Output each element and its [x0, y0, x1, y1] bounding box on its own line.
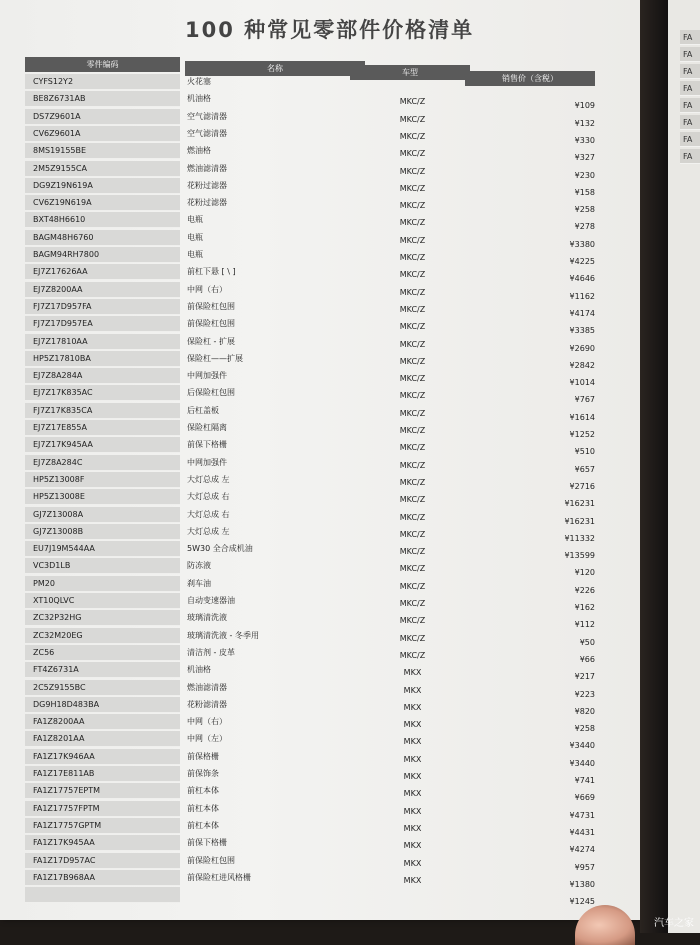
table-row — [25, 610, 625, 630]
vehicle-model: MKC/Z — [399, 166, 426, 176]
part-name: 前杠本体 — [187, 803, 219, 813]
vehicle-model: MKX — [403, 841, 422, 851]
adjacent-page — [668, 0, 700, 933]
side-page-label: FA — [680, 30, 700, 45]
vehicle-model: MKC/Z — [399, 97, 426, 107]
table-row — [25, 178, 625, 195]
sale-price: ¥223 — [574, 689, 595, 699]
table-row — [25, 91, 625, 111]
part-name: 清洁剂 - 皮革 — [187, 647, 235, 657]
vehicle-model: MKC/Z — [399, 131, 426, 141]
side-page-label: FA — [680, 132, 700, 147]
table-row — [25, 143, 625, 163]
vehicle-model: MKX — [403, 772, 422, 781]
sale-price: ¥13599 — [564, 551, 595, 561]
vehicle-model: MKX — [403, 754, 422, 764]
vehicle-model: MKC/Z — [399, 564, 426, 574]
sale-price: ¥226 — [574, 585, 595, 595]
sale-price: ¥4731 — [569, 810, 595, 820]
vehicle-model: MKC/Z — [399, 426, 426, 435]
part-code: FA1Z17D957AC — [25, 853, 180, 869]
sale-price: ¥278 — [574, 222, 595, 232]
part-name: 电瓶 — [187, 250, 203, 259]
table-row — [25, 576, 625, 593]
part-name: 前保下格栅 — [187, 440, 227, 450]
table-row — [25, 887, 625, 907]
vehicle-model: MKC/Z — [399, 356, 426, 366]
part-name: 前保格栅 — [187, 751, 219, 761]
part-name: 中网（左） — [187, 734, 227, 744]
sale-price: ¥4431 — [569, 827, 595, 837]
table-row — [25, 645, 625, 662]
part-code: 2M5Z9155CA — [25, 161, 180, 177]
vehicle-model: MKC/Z — [399, 183, 426, 193]
part-code: CV6Z19N619A — [25, 195, 180, 211]
table-row — [25, 489, 625, 509]
sale-price: ¥1014 — [569, 378, 595, 388]
vehicle-model: MKC/Z — [399, 599, 426, 608]
table-row — [25, 783, 625, 803]
sale-price: ¥1380 — [569, 879, 595, 889]
table-row — [25, 420, 625, 437]
sale-price: ¥1245 — [569, 897, 595, 907]
part-name: 花粉过滤器 — [187, 198, 227, 208]
part-code: VC3D1LB — [25, 558, 180, 574]
part-code: FA1Z17757EPTM — [25, 783, 180, 799]
part-code: FA1Z17K946AA — [25, 749, 180, 765]
vehicle-model: MKC/Z — [399, 201, 426, 211]
table-row — [25, 697, 625, 714]
part-code: FJ7Z17K835CA — [25, 403, 180, 419]
part-name: 大灯总成 右 — [187, 509, 230, 519]
sale-price: ¥657 — [574, 464, 595, 474]
side-page-label: FA — [680, 64, 700, 79]
side-page-label: FA — [680, 81, 700, 96]
part-name: 前保险杠包围 — [187, 319, 235, 329]
part-name: 前保下格栅 — [187, 838, 227, 848]
sale-price: ¥50 — [579, 637, 595, 647]
part-code: BAGM94RH7800 — [25, 247, 180, 263]
table-row — [25, 264, 625, 284]
part-code — [25, 887, 180, 903]
table-row — [25, 368, 625, 388]
part-code: FA1Z17E811AB — [25, 766, 180, 782]
vehicle-model: MKC/Z — [399, 114, 426, 124]
vehicle-model: MKX — [403, 685, 422, 695]
vehicle-model: MKC/Z — [399, 322, 426, 332]
part-name: 玻璃清洗液 - 冬季用 — [187, 630, 259, 640]
part-name: 前保险杠进风格栅 — [187, 872, 251, 882]
table-row — [25, 437, 625, 457]
table-row — [25, 835, 625, 855]
table-row — [25, 299, 625, 316]
part-name: 燃油滤清器 — [187, 682, 227, 692]
part-code: FA1Z17B968AA — [25, 870, 180, 886]
sale-price: ¥3440 — [569, 758, 595, 768]
vehicle-model: MKC/Z — [399, 529, 426, 539]
vehicle-model: MKC/Z — [399, 443, 426, 453]
table-row — [25, 801, 625, 818]
sale-price: ¥741 — [574, 776, 595, 785]
part-code: FJ7Z17D957FA — [25, 299, 180, 315]
part-name: 中网加强件 — [187, 457, 227, 467]
header-type: 车型 — [350, 65, 470, 80]
sale-price: ¥66 — [579, 654, 595, 664]
part-name: 空气滤清器 — [187, 111, 227, 121]
part-code: ZC32M20EG — [25, 628, 180, 644]
part-name: 电瓶 — [187, 232, 203, 242]
sale-price: ¥230 — [574, 170, 595, 180]
table-row — [25, 507, 625, 524]
part-code: HP5Z13008F — [25, 472, 180, 488]
table-row — [25, 334, 625, 351]
part-code: DS7Z9601A — [25, 109, 180, 125]
part-name: 玻璃清洗液 — [187, 613, 227, 623]
part-code: EJ7Z8A284A — [25, 368, 180, 384]
part-code: HP5Z13008E — [25, 489, 180, 505]
table-row — [25, 351, 625, 368]
vehicle-model: MKC/Z — [399, 616, 426, 626]
part-name: 花粉过滤器 — [187, 180, 227, 190]
part-name: 空气滤清器 — [187, 128, 227, 138]
part-code: BE8Z6731AB — [25, 91, 180, 107]
vehicle-model: MKX — [403, 823, 422, 833]
part-name: 大灯总成 右 — [187, 492, 230, 502]
part-name: 前杠本体 — [187, 786, 219, 796]
part-name: 保险杠——扩展 — [187, 353, 243, 363]
vehicle-model: MKC/Z — [399, 218, 426, 228]
vehicle-model: MKC/Z — [399, 235, 426, 245]
sale-price: ¥1252 — [569, 430, 595, 439]
part-name: 前保险杠包围 — [187, 855, 235, 865]
header-price: 销售价（含税） — [465, 71, 595, 86]
part-code: FA1Z17K945AA — [25, 835, 180, 851]
vehicle-model: MKC/Z — [399, 633, 426, 643]
part-code: EJ7Z17626AA — [25, 264, 180, 280]
part-name: 中网（右） — [187, 717, 227, 727]
sale-price: ¥4274 — [569, 845, 595, 855]
table-row — [25, 766, 625, 783]
part-code: FJ7Z17D957EA — [25, 316, 180, 332]
sale-price: ¥16231 — [564, 499, 595, 509]
sale-price: ¥16231 — [564, 516, 595, 526]
table-row — [25, 870, 625, 887]
table-row — [25, 714, 625, 734]
part-name: 机油格 — [187, 94, 211, 104]
part-code: EJ7Z17K835AC — [25, 385, 180, 401]
sale-price: ¥132 — [574, 118, 595, 128]
sale-price: ¥112 — [574, 620, 595, 630]
part-name: 燃油格 — [187, 146, 211, 156]
table-row — [25, 161, 625, 178]
part-code: FA1Z17757FPTM — [25, 801, 180, 817]
vehicle-model: MKC/Z — [399, 374, 426, 384]
part-name: 大灯总成 左 — [187, 526, 230, 536]
part-name: 中网加强件 — [187, 371, 227, 381]
part-name: 防冻液 — [187, 561, 211, 571]
sale-price: ¥327 — [574, 153, 595, 163]
part-code: EJ7Z17E855A — [25, 420, 180, 436]
vehicle-model: MKC/Z — [399, 149, 426, 159]
book-gutter — [640, 0, 668, 933]
sale-price: ¥669 — [574, 793, 595, 803]
part-name: 电瓶 — [187, 215, 203, 225]
part-name: 刹车油 — [187, 578, 211, 588]
vehicle-model: MKC/Z — [399, 270, 426, 280]
part-name: 后杠盖板 — [187, 405, 219, 415]
table-row — [25, 247, 625, 264]
table-row — [25, 818, 625, 835]
sale-price: ¥1614 — [569, 412, 595, 422]
vehicle-model: MKX — [403, 875, 422, 885]
watermark: 汽车之家 — [654, 918, 694, 929]
table-row — [25, 282, 625, 299]
table-row — [25, 195, 625, 215]
vehicle-model: MKC/Z — [399, 495, 426, 505]
table-row — [25, 731, 625, 751]
part-name: 中网（右） — [187, 284, 227, 294]
table-row — [25, 680, 625, 697]
part-code: BXT48H6610 — [25, 212, 180, 228]
table-row — [25, 403, 625, 420]
sale-price: ¥4174 — [569, 308, 595, 318]
part-code: GJ7Z13008B — [25, 524, 180, 540]
part-code: XT10QLVC — [25, 593, 180, 609]
sale-price: ¥3440 — [569, 741, 595, 751]
sale-price: ¥158 — [574, 187, 595, 197]
side-page-label: FA — [680, 149, 700, 164]
sale-price: ¥820 — [574, 706, 595, 716]
sale-price: ¥11332 — [564, 533, 595, 543]
part-name: 自动变速器油 — [187, 596, 235, 605]
sale-price: ¥1162 — [569, 291, 595, 301]
table-row — [25, 662, 625, 682]
sale-price: ¥3380 — [569, 239, 595, 249]
sale-price: ¥2842 — [569, 360, 595, 370]
part-code: ZC32P32HG — [25, 610, 180, 626]
part-code: FA1Z8201AA — [25, 731, 180, 747]
vehicle-model: MKC/Z — [399, 547, 426, 557]
part-name: 保险杠 - 扩展 — [187, 336, 235, 346]
vehicle-model: MKC/Z — [399, 460, 426, 470]
vehicle-model: MKX — [403, 737, 422, 747]
sale-price: ¥2690 — [569, 343, 595, 353]
vehicle-model: MKC/Z — [399, 408, 426, 418]
vehicle-model: MKX — [403, 806, 422, 816]
part-code: FA1Z17757GPTM — [25, 818, 180, 834]
part-name: 前杠下悬 [ \ ] — [187, 267, 236, 277]
vehicle-model: MKC/Z — [399, 477, 426, 487]
vehicle-model: MKC/Z — [399, 650, 426, 660]
sale-price: ¥162 — [574, 603, 595, 612]
table-row — [25, 853, 625, 870]
part-name: 燃油滤清器 — [187, 163, 227, 173]
table-row — [25, 541, 625, 561]
vehicle-model: MKC/Z — [399, 253, 426, 262]
vehicle-model: MKC/Z — [399, 304, 426, 314]
part-code: ZC56 — [25, 645, 180, 661]
table-row — [25, 109, 625, 126]
sale-price: ¥120 — [574, 568, 595, 578]
part-code: EJ7Z17K945AA — [25, 437, 180, 453]
table-row — [25, 316, 625, 336]
table-row — [25, 628, 625, 645]
vehicle-model: MKC/Z — [399, 287, 426, 297]
vehicle-model: MKX — [403, 702, 422, 712]
table-row — [25, 74, 625, 91]
table-row — [25, 524, 625, 541]
sale-price: ¥258 — [574, 724, 595, 734]
part-name: 火花塞 — [187, 77, 211, 86]
part-code: EU7J19M544AA — [25, 541, 180, 557]
sale-price: ¥258 — [574, 205, 595, 215]
table-row — [25, 230, 625, 247]
table-row — [25, 455, 625, 472]
part-name: 花粉滤清器 — [187, 699, 227, 709]
part-name: 前保险杠包围 — [187, 301, 235, 311]
vehicle-model: MKC/Z — [399, 339, 426, 349]
vehicle-model: MKC/Z — [399, 581, 426, 591]
table-row — [25, 472, 625, 489]
sale-price: ¥957 — [574, 862, 595, 872]
part-code: HP5Z17810BA — [25, 351, 180, 367]
vehicle-model: MKX — [403, 789, 422, 799]
table-row — [25, 749, 625, 766]
vehicle-model: MKX — [403, 668, 422, 678]
table-row — [25, 593, 625, 610]
sale-price: ¥2716 — [569, 481, 595, 491]
part-code: PM20 — [25, 576, 180, 592]
table-row — [25, 126, 625, 143]
part-code: EJ7Z8A284C — [25, 455, 180, 471]
sale-price: ¥217 — [574, 672, 595, 682]
vehicle-model: MKC/Z — [399, 512, 426, 522]
part-code: EJ7Z17810AA — [25, 334, 180, 350]
part-code: GJ7Z13008A — [25, 507, 180, 523]
part-code: DG9H18D483BA — [25, 697, 180, 713]
part-name: 后保险杠包围 — [187, 388, 235, 398]
part-name: 前保饰条 — [187, 769, 219, 778]
part-name: 保险杠隔离 — [187, 423, 227, 432]
vehicle-model: MKC/Z — [399, 391, 426, 401]
table-row — [25, 212, 625, 232]
part-code: CV6Z9601A — [25, 126, 180, 142]
sale-price: ¥109 — [574, 101, 595, 111]
part-name: 机油格 — [187, 665, 211, 675]
sale-price: ¥767 — [574, 395, 595, 405]
part-name: 大灯总成 左 — [187, 474, 230, 484]
vehicle-model: MKX — [403, 720, 422, 730]
table-row — [25, 385, 625, 405]
part-code: EJ7Z8200AA — [25, 282, 180, 298]
table-row — [25, 558, 625, 578]
side-page-label: FA — [680, 47, 700, 62]
part-code: BAGM48H6760 — [25, 230, 180, 246]
header-name: 名称 — [185, 61, 365, 76]
sale-price: ¥3385 — [569, 326, 595, 336]
header-code: 零件编码 — [25, 57, 180, 72]
part-name: 5W30 全合成机油 — [187, 544, 253, 554]
sale-price: ¥4646 — [569, 274, 595, 284]
part-code: DG9Z19N619A — [25, 178, 180, 194]
sale-price: ¥330 — [574, 135, 595, 145]
sale-price: ¥510 — [574, 447, 595, 457]
side-page-label: FA — [680, 98, 700, 113]
vehicle-model: MKX — [403, 858, 422, 868]
part-code: FT4Z6731A — [25, 662, 180, 678]
side-page-label: FA — [680, 115, 700, 130]
part-code: 2C5Z9155BC — [25, 680, 180, 696]
part-name: 前杠本体 — [187, 820, 219, 830]
part-code: CYFS12Y2 — [25, 74, 180, 90]
sale-price: ¥4225 — [569, 257, 595, 266]
page-title: 100 种常见零部件价格清单 — [185, 18, 475, 42]
part-code: 8MS19155BE — [25, 143, 180, 159]
part-code: FA1Z8200AA — [25, 714, 180, 730]
